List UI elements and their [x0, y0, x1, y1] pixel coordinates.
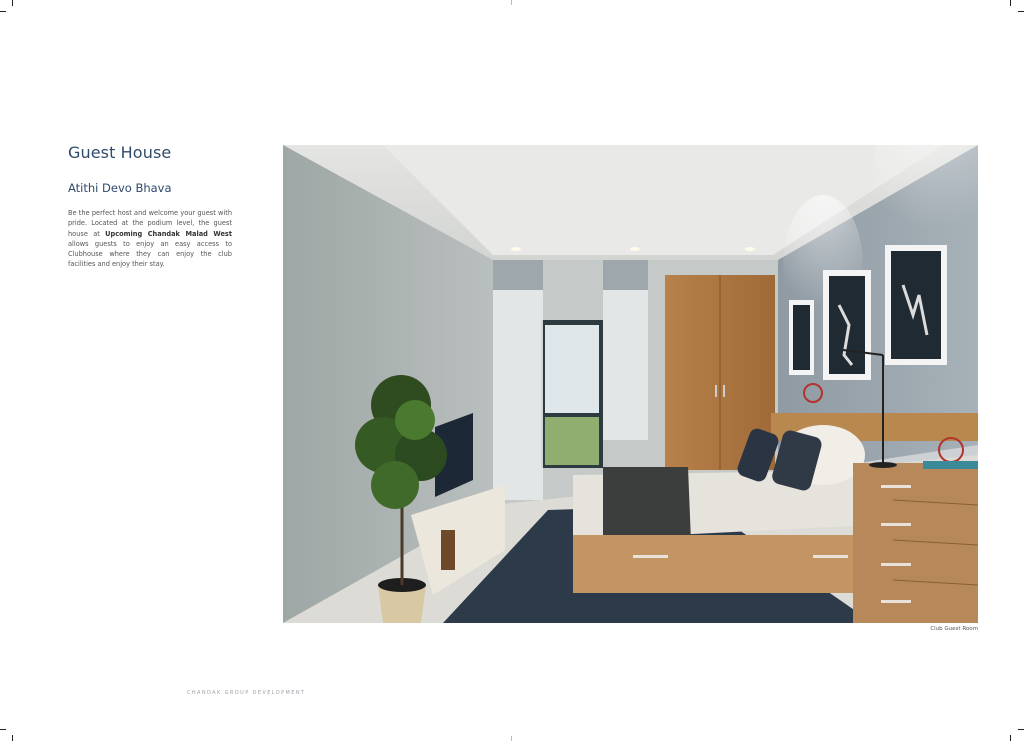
photo-caption: Club Guest Room — [930, 626, 978, 632]
crop-mark — [0, 729, 6, 730]
crop-mark — [1018, 11, 1024, 12]
crop-mark — [0, 11, 6, 12]
crop-mark — [1018, 729, 1024, 730]
description-text: Be the perfect host and welcome your guest with pride. Located at the podium level, the guest house at — [68, 209, 232, 238]
crop-mark — [1010, 735, 1011, 741]
guest-room-photo — [283, 145, 978, 623]
footer-brand: CHANDAK GROUP DEVELOPMENT — [187, 690, 306, 696]
crop-mark — [12, 0, 13, 6]
crop-mark — [511, 0, 512, 5]
description-text: allows guests to enjoy an easy access to Clubhouse where they can enjoy the club facilities and enjoy their stay. — [68, 239, 232, 269]
crop-mark — [12, 735, 13, 741]
project-name: Upcoming Chandak Malad West — [105, 229, 232, 238]
bedroom-illustration — [283, 145, 978, 623]
crop-mark — [511, 736, 512, 741]
description-paragraph — [68, 208, 232, 270]
crop-mark — [1010, 0, 1011, 6]
page-title: Guest House — [68, 143, 172, 162]
page-subtitle: Atithi Devo Bhava — [68, 181, 172, 195]
